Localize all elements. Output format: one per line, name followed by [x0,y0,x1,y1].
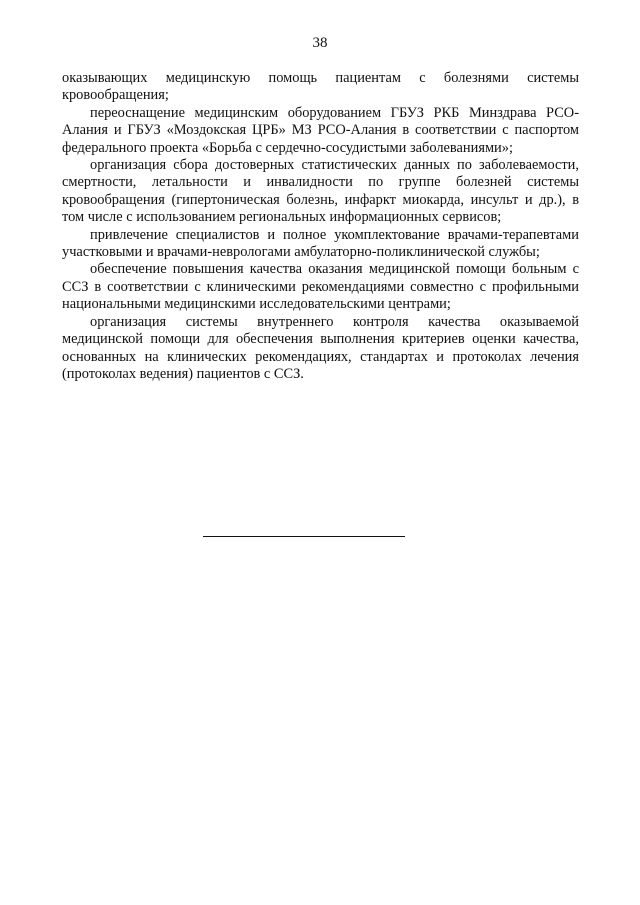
paragraph-continuation: оказывающих медицинскую помощь пациентам с болезнями системы кровообращения; [62,70,579,104]
paragraph-staffing: привлечение специалистов и полное укомплектование врачами-терапевтами участковыми и врачами-неврологами амбулаторно-поликлинической службы; [62,226,579,261]
paragraph-quality-improvement: обеспечение повышения качества оказания медицинской помощи больным с ССЗ в соответствии с клиническими рекомендациями совместно с профильными национальными медицинскими исследовательскими центрами; [62,261,579,313]
paragraph-equipment-upgrade: переоснащение медицинским оборудованием ГБУЗ РКБ Минздрава РСО-Алания и ГБУЗ «Моздокская ЦРБ» МЗ РСО-Алания в соответствии с паспортом федерального проекта «Борьба с сердечно-сосудистыми заболеваниями»; [62,104,579,156]
page-number: 38 [312,35,328,51]
end-separator-line [203,536,405,537]
paragraph-statistics-collection: организация сбора достоверных статистических данных по заболеваемости, смертности, летальности и инвалидности по группе болезней системы кровообращения (гипертоническая болезнь, инфаркт миокарда, инсульт и др.), в том числе с использованием региональных информационных сервисов; [62,157,579,226]
document-body [62,70,579,383]
paragraph-internal-control: организация системы внутреннего контроля качества оказываемой медицинской помощи для обеспечения выполнения критериев оценки качества, основанных на клинических рекомендациях, стандартах и протоколах лечения (протоколах ведения) пациентов с ССЗ. [62,313,579,382]
